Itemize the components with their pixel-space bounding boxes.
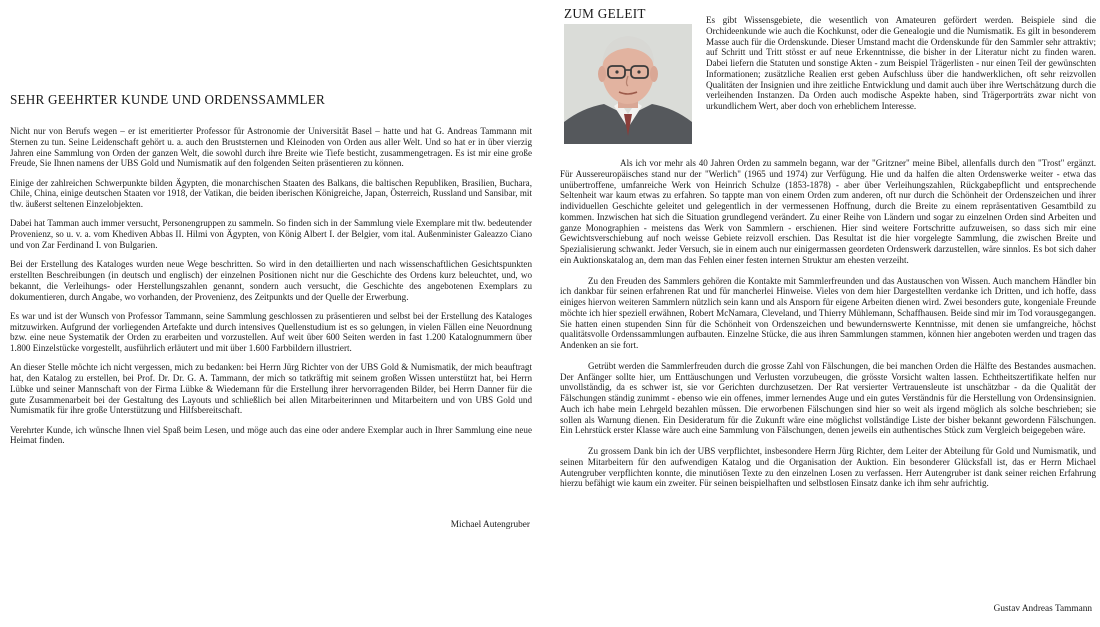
right-page-heading: ZUM GELEIT bbox=[564, 6, 646, 21]
left-signature: Michael Autengruber bbox=[450, 520, 530, 530]
right-paragraph-2: Zu den Freuden des Sammlers gehören die Kontakte mit Sammlerfreunden und das Austauschen von Wissen. Auch manchem Händler bin ich dankbar für seinen erfahrenen Rat und für mancherlei Hinweise. Vieles von dem hier Dargestellten verdanke ich Dritten, und ich hoffe, dass einiges hiervon weiteren Sammlern nützlich sein kann und als Ansporn für eigene Arbeiten dienen wird. Zwei besonders gute, kongeniale Freunde möchte ich hier speziell erwähnen, Robert McNamara, Cleveland, und Thierry Mühlemann, Schaffhausen. Beide sind mir im Tod vorausgegangen. Sie hatten einen stupenden Sinn für die Schönheit von Ordenszeichen und bewundernswerte Kenntnisse, mit denen sie umfangreiche, höchst qualitätsvolle Ordenssammlungen aufbauten. Einzelne Stücke, die aus ihren Sammlungen stammen, können hier angeboten werden und tragen das Andenken an sie fort. bbox=[560, 275, 1096, 350]
left-page bbox=[8, 0, 532, 627]
right-page-body bbox=[560, 158, 1096, 499]
right-paragraph-3: Getrübt werden die Sammlerfreuden durch die grosse Zahl von Fälschungen, die bei manchen Orden die Hälfte des Bestandes ausmachen. Der Anfänger sollte hier, um Enttäuschungen und Verlusten vorzubeugen, die grösste Vorsicht walten lassen. Echtheitszertifikate helfen nur unvollständig, da es schwer ist, sie vor Gerichten durchzusetzen. Der Rat versierter Vertrauensleute ist unschätzbar - da die Qualität der Fälschungen ständig zunimmt - ebenso wie ein offenes, immer lernendes Auge und ein gutes Verständnis für die Herstellung von Ordensinsignien. Auch ich habe mein Lehrgeld bezahlen müssen. Die erworbenen Fälschungen sind hier so weit als irgend möglich als solche beschrieben; sie sollen als Warnung dienen. Ein Desideratum für die Zukunft wäre eine möglichst vollständige Liste der bisher bekannt gewordenn Fälschungen. Ein Lehrstück erster Klasse wäre auch eine Sammlung von Fälschungen, denen jeweils ein authentisches Stück zum Vergleich beigegeben wäre. bbox=[560, 360, 1096, 436]
left-page-heading: SEHR GEEHRTER KUNDE UND ORDENSSAMMLER bbox=[10, 92, 326, 107]
left-paragraph-7: Verehrter Kunde, ich wünsche Ihnen viel Spaß beim Lesen, und möge auch das eine oder andere Exemplar auch in Ihrer Sammlung eine neue Heimat finden. bbox=[10, 424, 532, 446]
right-paragraph-1: Als ich vor mehr als 40 Jahren Orden zu sammeln begann, war der "Gritzner" meine Bibel, allenfalls durch den "Trost" ergänzt. Für Aussereuropäisches stand nur der "Werlich" (1965 und 1974) zur Verfügung. Hie und da halfen die alten Ordenswerke weiter - etwa das unübertroffene, umfanreiche Werk von Heinrich Schulze (1853-1878) - aber über Verleihungszahlen, Rückgabepflicht und entsprechende Seltenheit war kaum etwas zu erfahren. So tappte man von einem Orden zum anderen, oft nur durch die Schönheit der Ordenszeichen und ihrer individuellen Geschichte geleitet und gelegentlich in der vermessenen Hoffnung, durch die Breite zu einem repräsentativen Gesamtbild zu kommen. Inzwischen hat sich die Situation grundlegend verändert. Zu einer Reihe von Ländern und sogar zu einzelnen Orden sind Arbeiten und ganze Monographien - meistens das Werk von Sammlern - erschienen. Hier sind weitere Fortschritte aufzuweisen, so dass sich mir eine Gewichtsverschiebung auf noch weisse Gebiete reizvoll erschien. Das Resultat ist die hier vorgelegte Sammlung, die zwischen Breite und Spezialisierung schwankt. Jeder Versuch, sie in einem auch nur einigermassen geordeten Ordenswerk darzustellen, wäre sinnlos. Es bot sich daher ein Auktionskatalog an, dem man das Fehlen einer festen internen Struktur am ehesten verzeiht. bbox=[560, 158, 1096, 265]
right-intro-paragraph: Es gibt Wissensgebiete, die wesentlich von Amateuren gefördert werden. Beispiele sind die Orchideenkunde wie auch die Kochkunst, oder die Genealogie und die Numismatik. Es gilt in besonderem Masse auch für die Ordenskunde. Dieser Umstand macht die Ordenskunde für den Sammler sehr attraktiv; auf Schritt und Tritt stösst er auf neue Erkenntnisse, die bisher in der Literatur nicht zu finden waren. Dabei liefern die Statuten und sonstige Akten - zum Beispiel Trägerlisten - nur einen Teil der gewünschten Informationen; zusätzliche Realien erst geben Aufschluss über die handwerklichen, oft sehr reizvollen Qualitäten der Insignien und ihre zeitliche Entwicklung und damit auch über ihre Wertschätzung durch die verleihenden Instanzen. Da Orden auch modische Aspekte haben, sind Trägerporträts zwar nicht von urkundlichem Wert, aber doch von erheblichem Interesse. bbox=[706, 15, 1096, 111]
left-paragraph-6: An dieser Stelle möchte ich nicht vergessen, mich zu bedanken: bei Herrn Jürg Richter von der UBS Gold & Numismatik, der mich beauftragt hat, den Katalog zu erstellen, bei Prof. Dr. Dr. G. A. Tammann, der mich so tatkräftig mit seinem großen Wissen unterstützt hat, bei Herrn Lübke und seiner Mannschaft von der Firma Lübke & Wiedemann für die Erstellung ihrer hervorragenden Bilder, bei Herrn Danner für die gute Zusammenarbeit bei der Gestaltung des Layouts und schließlich bei allen Mitarbeiterinnen und Mitarbeitern und von UBS Gold und Numismatik für ihre große Unterstützung und Hilfsbereitschaft. bbox=[10, 362, 532, 416]
left-paragraph-3: Dabei hat Tamman auch immer versucht, Personengruppen zu sammeln. So finden sich in der Sammlung viele Exemplare mit tlw. bedeutender Provenienz, so u. v. a. vom Khediven Abbas II. Hilmi von Ägypten, von König Albert I. der Belgier, vom ital. Außenminister Galeazzo Ciano und von Zar Ferdinand I. von Bulgarien. bbox=[10, 218, 532, 250]
left-paragraph-4: Bei der Erstellung des Kataloges wurden neue Wege beschritten. So wird in den detaillierten und nach wissenschaftlichen Gesichtspunkten erstellten Beschreibungen (in deutsch und englisch) der einzelnen Positionen nicht nur die Geschichte des Ordens kurz beleuchtet, und, wo bekannt, die Verleihungs- oder Herstellungszahlen genannt, sondern auch versucht, die Geschichte des angebotenen Exemplars zu dokumentieren, durch Angabe, wo vorhanden, der Provenienz, des Zeitpunkts und der Quelle der Erwerbung. bbox=[10, 259, 532, 302]
left-page-body bbox=[10, 126, 532, 455]
left-paragraph-1: Nicht nur von Berufs wegen – er ist emeritierter Professor für Astronomie der Universität Basel – hatte und hat G. Andreas Tammann mit Sternen zu tun. Seine Leidenschaft gehört u. a. auch den Bruststernen und Kleinoden von Orden aus aller Welt. Und so hat er in über vierzig Jahren eine Sammlung von Orden der ganzen Welt, die sowohl durch ihre Breite wie Tiefe besticht, zusammengetragen. Es ist mir eine große Freude, Sie Ihnen namens der UBS Gold und Numismatik auf den folgenden Seiten präsentieren zu können. bbox=[10, 126, 532, 169]
author-portrait bbox=[564, 24, 692, 144]
right-intro bbox=[706, 15, 1096, 112]
right-paragraph-4: Zu grossem Dank bin ich der UBS verpflichtet, insbesondere Herrn Jürg Richter, dem Leiter der Abteilung für Gold und Numismatik, und seinen Mitarbeitern für den aufwendigen Katalog und die Organisation der Auktion. Ein besonderer Glücksfall ist, das er Herrn Michael Autengruber verpflichten konnte, die minutiösen Texte zu den einzelnen Losen zu verfassen. Herr Autengruber ist dank seiner reichen Erfahrung hierzu befähigt wie kaum ein zweiter. Für seinen beispielhaften und selbstlosen Einsatz danke ich ihm sehr aufrichtig. bbox=[560, 446, 1096, 489]
right-page bbox=[560, 0, 1096, 627]
right-signature: Gustav Andreas Tammann bbox=[993, 604, 1092, 614]
author-portrait-illustration bbox=[564, 24, 692, 144]
left-paragraph-5: Es war und ist der Wunsch von Professor Tammann, seine Sammlung geschlossen zu präsentieren und selbst bei der Erstellung des Kataloges mitzuwirken. Aufgrund der vorliegenden Artefakte und durch intensives Quellenstudium ist es so gelungen, in vielen Fällen eine Neuordnung bzw. eine neue Systematik der Orden zu erarbeiten und vorzustellen. Auf weit über 600 Seiten werden in fast 1.200 Katalognummern über 1.800 Einzelstücke vorgestellt, ausführlich erläutert und mit über 1.600 Farbbildern illustriert. bbox=[10, 310, 532, 354]
left-paragraph-2: Einige der zahlreichen Schwerpunkte bilden Ägypten, die monarchischen Staaten des Balkans, die baltischen Republiken, Brasilien, Buchara, Chile, China, einige deutschen Staaten vor 1918, der Vatikan, die beiden iberischen Königreiche, Japan, Österreich, Russland und Sansibar, mit tlw. äußerst seltenen Einzelobjekten. bbox=[10, 177, 532, 210]
